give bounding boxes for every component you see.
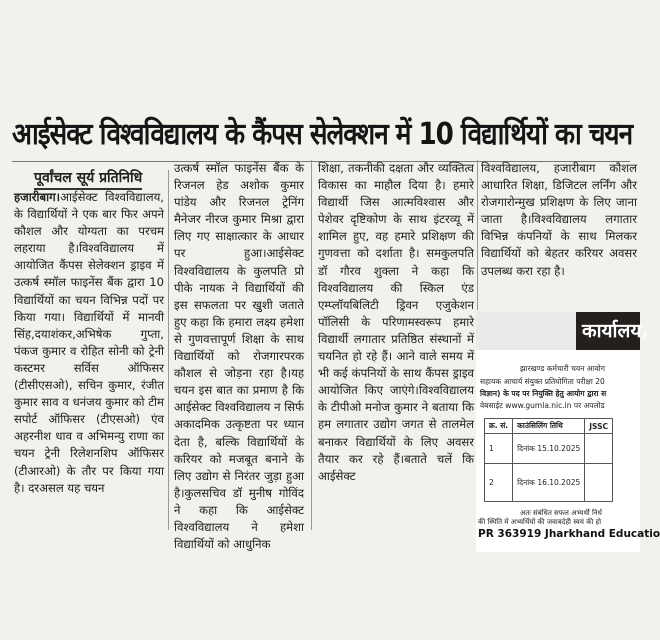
ad-line-3: विज्ञान) के पद पर नियुक्ति हेतु आयोग द्वारा स	[480, 389, 607, 398]
article-column-2: उत्कर्ष स्मॉल फाइनेंस बैंक के रिजनल हेड अशोक कुमार पांडेय और रिजनल ट्रेनिंग मैनेजर नीरज कुमार मिश्रा द्वारा लिए गए साक्षात्कार के आधार पर हुआ।आईसेक्ट विश्वविद्यालय के कुलपति प्रो पीके नायक ने विद्यार्थियों की इस सफलता पर खुशी जताते हुए कहा कि हमारा लक्ष्य हमेशा से गुणवत्तापूर्ण शिक्षा के साथ विद्यार्थियों को रोजगारपरक कौशल से जोड़ना रहा है।यह चयन इस बात का प्रमाण है कि आईसेक्ट विश्वविद्यालय न सिर्फ अकादमिक उत्कृष्टता पर ध्यान देता है, बल्कि विद्यार्थियों के करियर को मजबूत बनाने के लिए उद्योग से निरंतर जुड़ा हुआ है।कुलसचिव डॉ मुनीष गोविंद ने कहा कि आईसेक्ट विश्वविद्यालय ने हमेशा विद्यार्थियों को आधुनिक	[174, 161, 304, 552]
column-divider	[477, 160, 478, 310]
ad-foot-line-2: की स्थिति में अभ्यर्थियों की जवाबदेही स्वयं की हो	[478, 518, 602, 526]
article-column-4: विश्वविद्यालय, हजारीबाग कौशल आधारित शिक्षा, डिजिटल लर्निंग और रोजगारोन्मुख प्रशिक्षण के लिए जाना जाता है।विश्वविद्यालय लगातार विभिन्न कंपनियों के साथ मिलकर विद्यार्थियों को बेहतर करियर अवसर उपलब्ध करा रहा है।	[481, 161, 637, 278]
table-header: JSSC	[585, 419, 613, 434]
article-column-1-text: आईसेक्ट विश्वविद्यालय, के विद्यार्थियों ने एक बार फिर अपने कौशल और योग्यता का परचम लहराया है।विश्वविद्यालय में आयोजित कैंपस सेलेक्शन ड्राइव में उत्कर्ष स्मॉल फाइनेंस बैंक द्वारा 10 विद्यार्थियों का चयन विभिन्न पदों पर किया गया। विद्यार्थियों में मानवी सिंह,दयाशंकर,अभिषेक गुप्ता, पंकज कुमार व रोहित सोनी को ट्रेनी कस्टमर सर्विस ऑफिसर (टीसीएसओ), सचिन कुमार, रंजीत कुमार साव व धनंजय कुमार को टीम सपोर्ट ऑफिसर (टीएसओ) एंव अहरनीश धाव व अभिमन्यु राणा का चयन ट्रेनी रिलेशनशिप ऑफिसर (टीआरओ) के तौर पर किया गया है। दरअसल यह चयन	[14, 190, 164, 495]
page-margin	[0, 556, 640, 640]
ad-foot-line-1: अतः संबंधित सफल अभ्यर्थी निर्ध	[520, 509, 602, 517]
article-column-1	[14, 189, 164, 529]
table-cell	[585, 464, 613, 502]
table-cell: दिनांक 16.10.2025	[513, 464, 585, 502]
ad-line-4: वेबसाईट www.gumla.nic.in पर अपलोड	[480, 401, 605, 410]
article-headline: आईसेक्ट विश्वविद्यालय के कैंपस सेलेक्शन में 10 विद्यार्थियों का चयन	[12, 117, 633, 152]
table-header-row	[485, 419, 613, 434]
article-column-3: शिक्षा, तकनीकी दक्षता और व्यक्तित्व विकास का माहौल दिया है। हमारे विद्यार्थी जिस आत्मविश्वास और पेशेवर दृष्टिकोण के साथ इंटरव्यू में शामिल हुए, वह हमारे प्रशिक्षण की गुणवत्ता को दर्शाता है। समकुलपति डॉ गौरव शुक्ला ने कहा कि विश्वविद्यालय की स्किल एंड एम्प्लॉयबिलिटी ड्रिवन एजुकेशन पॉलिसी के परिणामस्वरूप हमारे विद्यार्थी लगातार प्रतिष्ठित संस्थानों में चयनित हो रहे हैं। आने वाले समय में भी कई कंपनियों के साथ कैंपस ड्राइव आयोजित किए जाएंगे।विश्वविद्यालय के टीपीओ मनोज कुमार ने बताया कि हम लगातार उद्योग जगत से तालमेल बनाकर विद्यार्थियों के लिए अवसर तैयार कर रहे हैं।बताते चलें कि आईसेक्ट	[318, 161, 474, 483]
article-dateline: हजारीबाग।	[14, 190, 61, 204]
column-divider	[168, 170, 169, 530]
article-byline: पूर्वांचल सूर्य प्रतिनिधि	[34, 168, 142, 190]
table-header: काउंसिलिंग तिथि	[513, 419, 585, 434]
ad-line-2: सहायक आचार्य संयुक्त प्रतियोगिता परीक्षा 20	[480, 377, 605, 386]
table-row	[485, 434, 613, 464]
column-divider	[311, 160, 312, 530]
table-cell: 1	[485, 434, 513, 464]
ad-heading: कार्यालय,	[476, 312, 640, 350]
table-cell: दिनांक 15.10.2025	[513, 434, 585, 464]
table-header: क्र. सं.	[485, 419, 513, 434]
table-cell	[585, 434, 613, 464]
table-cell: 2	[485, 464, 513, 502]
ad-pr-number: PR 363919 Jharkhand Educatio	[478, 528, 660, 540]
counselling-table	[484, 418, 613, 502]
table-row	[485, 464, 613, 502]
ad-line-1: झारखण्ड कर्मचारी चयन आयोग	[520, 364, 605, 373]
ad-footer	[478, 509, 640, 527]
